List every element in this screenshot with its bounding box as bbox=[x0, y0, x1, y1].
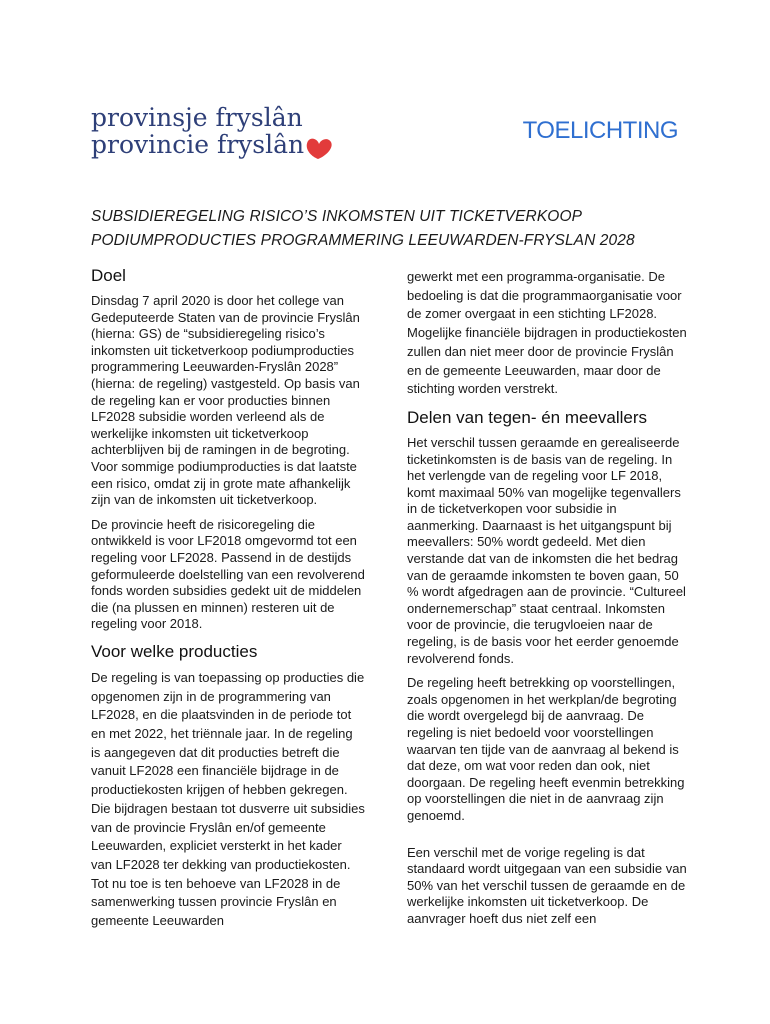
paragraph-delen-2: De regeling heeft betrekking op voorstellingen, zoals opgenomen in het werkplan/de begroting die wordt overgelegd bij de aanvraag. De regeling is niet bedoeld voor voorstellingen waarvan ten tijde van de aanvraag al bekend is dat deze, om wat voor reden dan ook, niet doorgaan. De regeling heeft evenmin betrekking op voorstellingen die niet in de aanvraag zijn genoemd. bbox=[407, 675, 685, 823]
document-title bbox=[91, 205, 635, 253]
title-line-2: PODIUMPRODUCTIES PROGRAMMERING LEEUWARDEN-FRYSLAN 2028 bbox=[91, 232, 635, 249]
right-column bbox=[407, 268, 689, 936]
paragraph-doel-2: De provincie heeft de risicoregeling die ontwikkeld is voor LF2018 omgevormd tot een regeling voor LF2028. Passend in de destijds geformuleerde doelstelling van een revolverend fonds worden subsidies gedekt uit de middelen die (na plussen en minnen) resteren uit de regeling voor 2018. bbox=[91, 516, 365, 632]
logo bbox=[91, 104, 304, 158]
title-line-1: SUBSIDIEREGELING RISICO’S INKOMSTEN UIT TICKETVERKOOP bbox=[91, 208, 583, 225]
paragraph-delen-1: Het verschil tussen geraamde en gerealiseerde ticketinkomsten is de basis van de regeling. In het verlengde van de regeling voor LF 2018, komt maximaal 50% van mogelijke tegenvallers in de ticketverkopen voor subsidie in aanmerking. Daarnaast is het uitgangspunt bij meevallers: 50% wordt gedeeld. Met dien verstande dat van de inkomsten die het bedrag van de geraamde inkomsten te boven gaan, 50 % wordt afgedragen aan de provincie. “Cultureel ondernemerschap” staat centraal. Inkomsten voor de provincie, die terugvloeien naar de regeling, is de basis voor het eerder genoemde revolverend fonds. bbox=[407, 434, 686, 666]
paragraph-producties: De regeling is van toepassing op producties die opgenomen zijn in de programmering van LF2028, en die plaatsvinden in de periode tot en met 2022, het triënnale jaar. In de regeling is aangegeven dat dit producties betreft die vanuit LF2028 een financiële bijdrage in de productiekosten krijgen of hebben gekregen. Die bijdragen bestaan tot dusverre uit subsidies van de provincie Fryslân en/of gemeente Leeuwarden, expliciet versterkt in het kader van LF2028 ter dekking van productiekosten. Tot nu toe is ten behoeve van LF2028 in de samenwerking tussen provincie Fryslân en gemeente Leeuwarden bbox=[91, 669, 365, 929]
paragraph-continuation: gewerkt met een programma-organisatie. De bedoeling is dat die programmaorganisatie voor de zomer overgaat in een stichting LF2028. Mogelijke financiële bijdragen in productiekosten zullen dan niet meer door de provincie Fryslân en de gemeente Leeuwarden, maar door de stichting worden verstrekt. bbox=[407, 269, 687, 397]
paragraph-delen-3: Een verschil met de vorige regeling is dat standaard wordt uitgegaan van een subsidie van 50% van het verschil tussen de geraamde en de werkelijke inkomsten uit ticketverkoop. De aanvrager hoeft dus niet zelf een bbox=[407, 844, 687, 926]
document-type-label: TOELICHTING bbox=[522, 117, 678, 144]
paragraph-doel-1: Dinsdag 7 april 2020 is door het college van Gedeputeerde Staten van de provincie Fryslân (hierna: GS) de “subsidieregeling risico’s inkomsten uit ticketverkoop podiumproducties programmering Leeuwarden-Fryslân 2028” (hierna: de regeling) vastgesteld. Op basis van de regeling kan er voor producties binnen LF2028 subsidie worden verleend als de werkelijke inkomsten uit ticketverkoop achterblijven bij de ramingen in de begroting. Voor sommige podiumproducties is dat laatste een risico, omdat zij in grote mate afhankelijk zijn van de inkomsten uit ticketverkoop. bbox=[91, 293, 360, 508]
heading-delen: Delen van tegen- én meevallers bbox=[407, 407, 648, 427]
left-column bbox=[91, 265, 365, 939]
logo-line-frisian: provinsje fryslân bbox=[91, 103, 303, 132]
heart-icon bbox=[304, 137, 334, 161]
heading-doel: Doel bbox=[91, 266, 126, 285]
logo-line-dutch: provincie fryslân bbox=[91, 130, 305, 159]
heading-voor-welke-producties: Voor welke producties bbox=[91, 641, 258, 661]
